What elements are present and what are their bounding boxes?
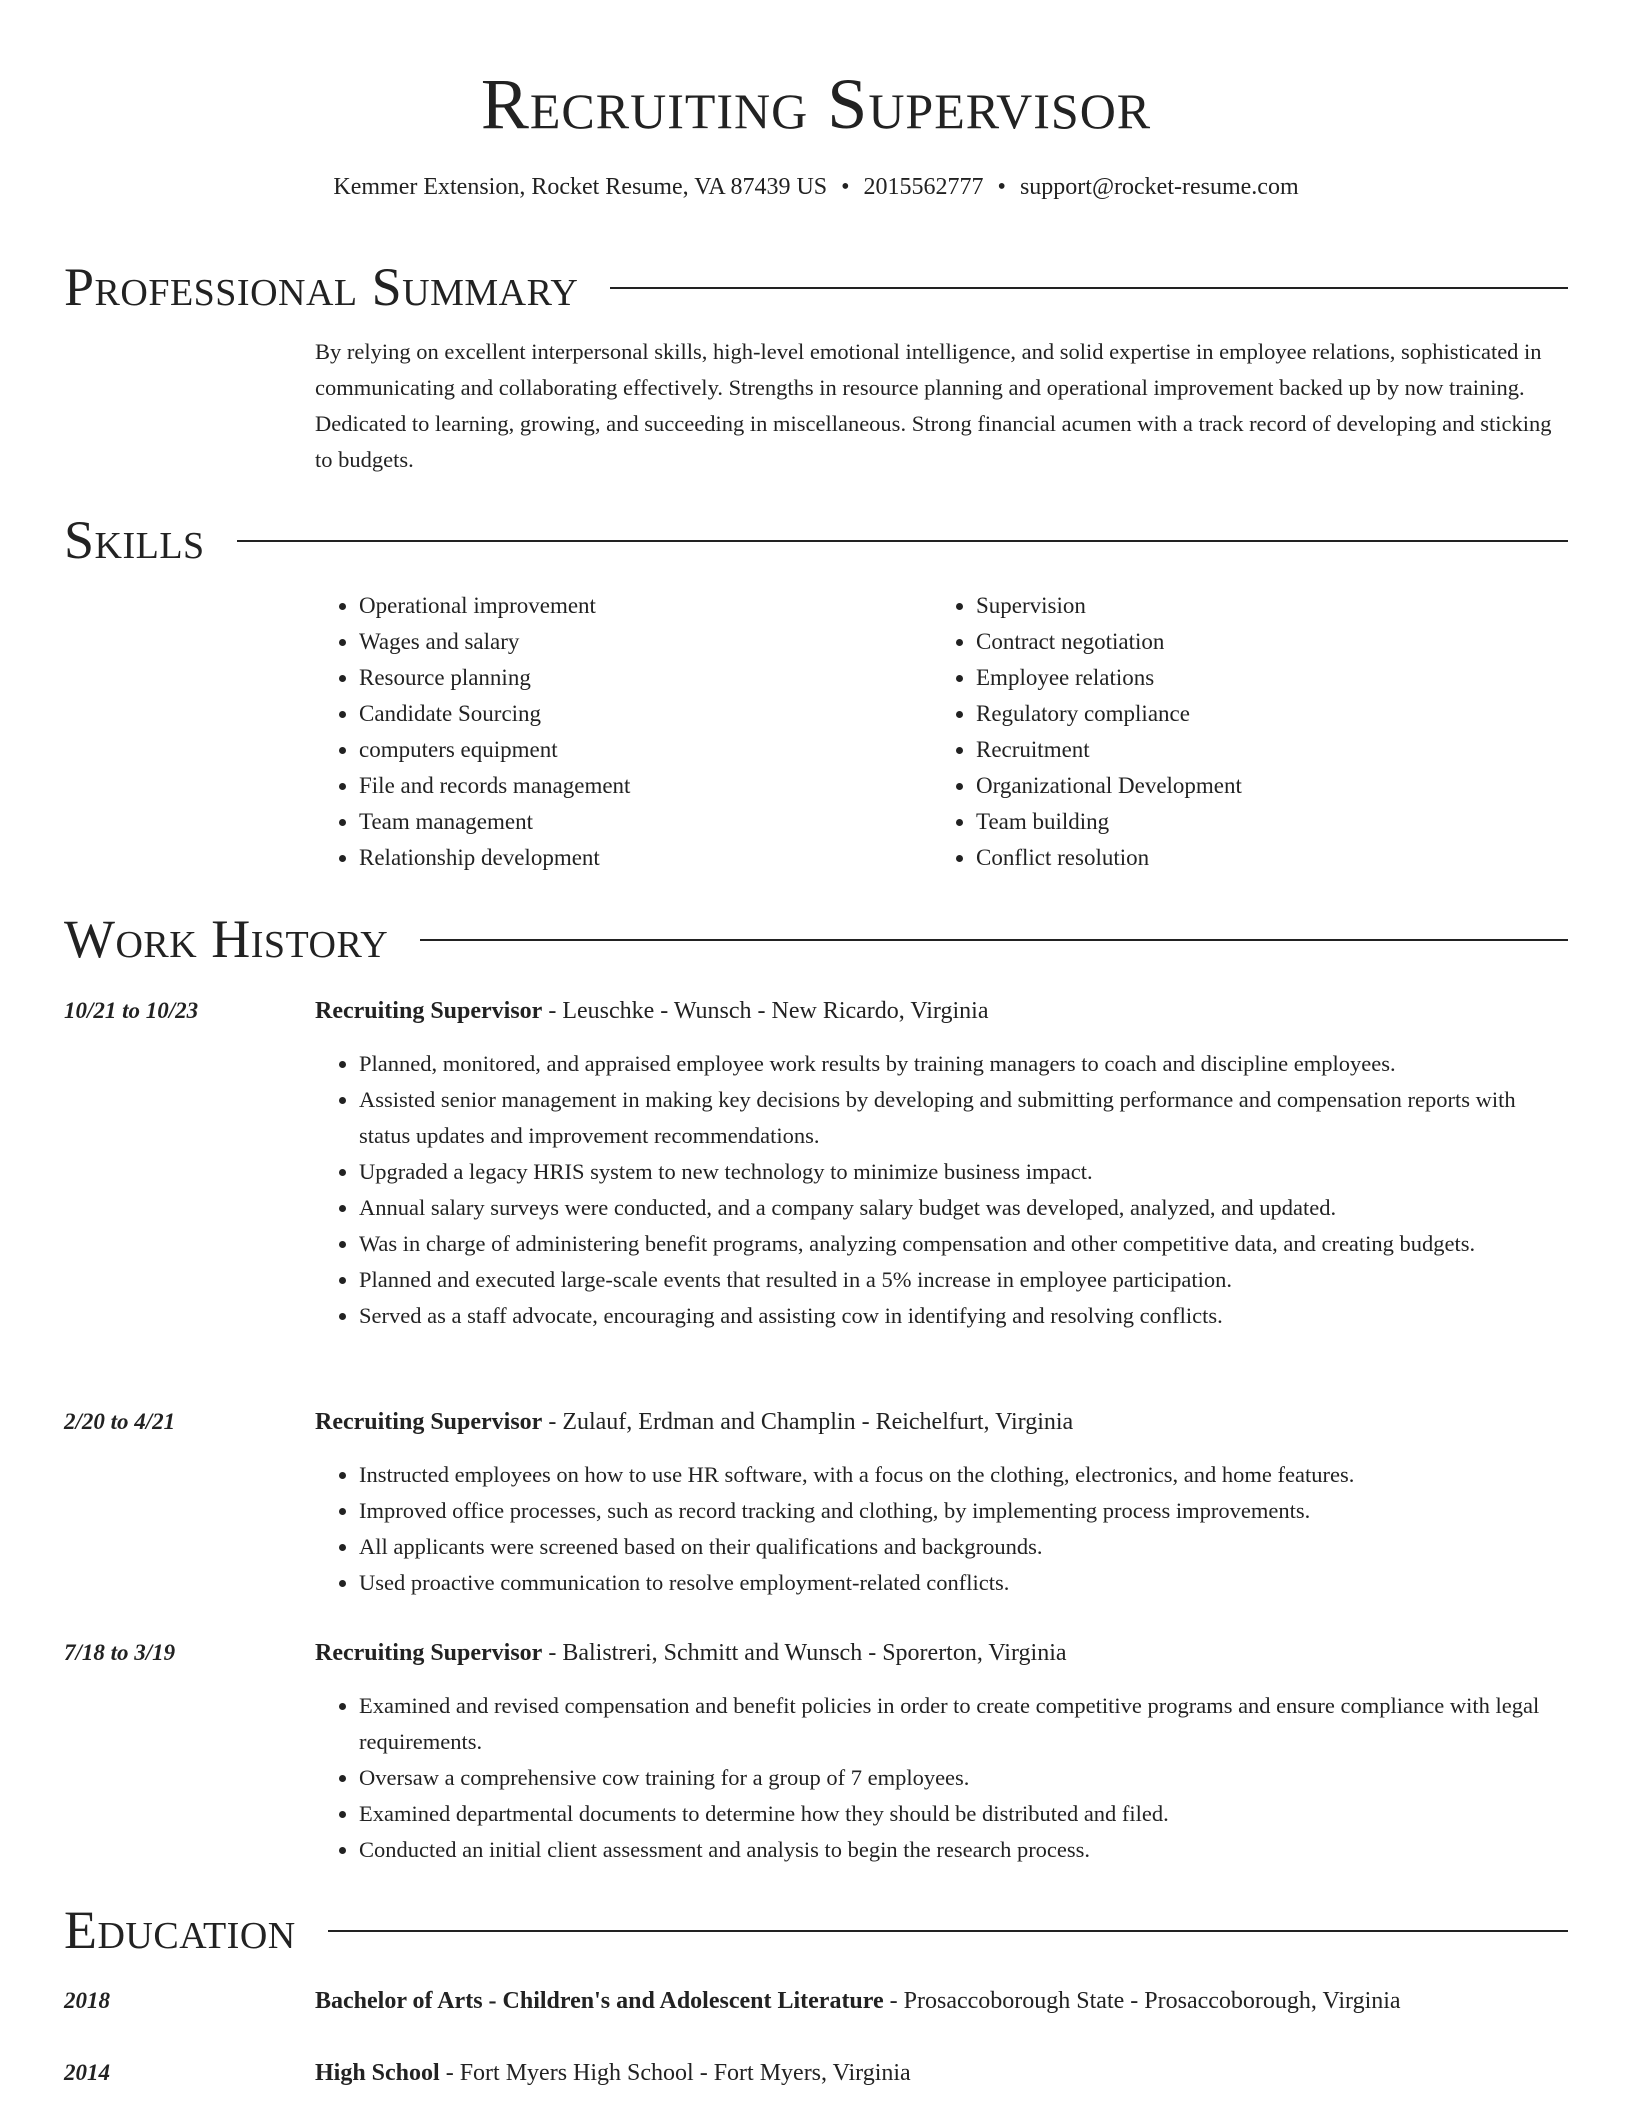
education-year: 2018 — [64, 1988, 110, 2013]
skill-item: • Team building — [976, 804, 1568, 840]
job-bullets — [315, 1457, 1568, 1601]
skills-list — [315, 588, 1568, 876]
resume-name: Recruiting Supervisor — [480, 64, 1152, 144]
skill-item: • Team management — [359, 804, 932, 840]
education-title-line — [315, 2055, 1568, 2091]
skills-column-left — [315, 588, 932, 876]
job-bullet: • Oversaw a comprehensive cow training for a group of 7 employees. — [359, 1760, 1568, 1796]
contact-separator: • — [997, 174, 1006, 200]
job-bullet: • Examined and revised compensation and benefit policies in order to create competitive programs and ensure compliance with legal requirements. — [359, 1688, 1568, 1760]
contact-line — [64, 172, 1568, 202]
contact-email: support@rocket-resume.com — [1019, 174, 1299, 200]
job-dates: 7/18 to 3/19 — [64, 1640, 176, 1665]
job-employer: - Balistreri, Schmitt and Wunsch - Sporerton, Virginia — [542, 1640, 1067, 1666]
skill-item: • Employee relations — [976, 660, 1568, 696]
job-bullet: • Improved office processes, such as record tracking and clothing, by implementing process improvements. — [359, 1493, 1568, 1529]
section-divider — [237, 540, 1568, 542]
section-title-summary: Professional Summary — [64, 257, 579, 317]
section-title-work-history: Work History — [64, 909, 389, 969]
skill-item: • Organizational Development — [976, 768, 1568, 804]
skill-item: • Regulatory compliance — [976, 696, 1568, 732]
section-title-skills: Skills — [64, 510, 205, 570]
skill-item: • computers equipment — [359, 732, 932, 768]
job-employer: - Zulauf, Erdman and Champlin - Reichelfurt, Virginia — [542, 1409, 1074, 1435]
education-school: - Prosaccoborough State - Prosaccoborough, Virginia — [883, 1988, 1401, 2014]
section-divider — [328, 1930, 1568, 1932]
skill-item: • Wages and salary — [359, 624, 932, 660]
skill-item: • Conflict resolution — [976, 840, 1568, 876]
section-header-education — [64, 1897, 1568, 1963]
skill-item: • Operational improvement — [359, 588, 932, 624]
job-bullet: • All applicants were screened based on their qualifications and backgrounds. — [359, 1529, 1568, 1565]
skill-item: • Contract negotiation — [976, 624, 1568, 660]
job-bullet: • Upgraded a legacy HRIS system to new technology to minimize business impact. — [359, 1154, 1568, 1190]
contact-separator: • — [841, 174, 850, 200]
job-bullet: • Assisted senior management in making key decisions by developing and submitting performance and compensation reports with status updates and improvement recommendations. — [359, 1082, 1568, 1154]
job-bullet: • Served as a staff advocate, encouraging and assisting cow in identifying and resolving conflicts. — [359, 1298, 1568, 1334]
section-header-work-history — [64, 906, 1568, 972]
education-degree: Bachelor of Arts - Children's and Adolescent Literature — [315, 1988, 884, 2014]
section-divider — [610, 287, 1568, 289]
education-year: 2014 — [64, 2060, 110, 2085]
job-title-line — [315, 1635, 1568, 1671]
job-bullet: • Planned, monitored, and appraised employee work results by training managers to coach and discipline employees. — [359, 1046, 1568, 1082]
education-title-line — [315, 1983, 1568, 2019]
skill-item: • Candidate Sourcing — [359, 696, 932, 732]
skill-item: • Recruitment — [976, 732, 1568, 768]
contact-phone: 2015562777 — [863, 174, 984, 200]
job-title-line — [315, 1404, 1568, 1440]
education-school: - Fort Myers High School - Fort Myers, Virginia — [439, 2060, 911, 2086]
section-divider — [420, 939, 1568, 941]
job-bullet: • Used proactive communication to resolve employment-related conflicts. — [359, 1565, 1568, 1601]
education-degree: High School — [315, 2060, 440, 2086]
job-bullets — [315, 1688, 1568, 1868]
job-bullet: • Annual salary surveys were conducted, and a company salary budget was developed, analyzed, and updated. — [359, 1190, 1568, 1226]
job-bullet: • Examined departmental documents to determine how they should be distributed and filed. — [359, 1796, 1568, 1832]
summary-text: By relying on excellent interpersonal skills, high-level emotional intelligence, and solid expertise in employee relations, sophisticated in communicating and collaborating effectively. Strengths in resource planning and operational improvement backed up by now training. Dedicated to learning, growing, and succeeding in miscellaneous. Strong financial acumen with a track record of developing and sticking to budgets. — [315, 339, 1552, 472]
job-dates: 2/20 to 4/21 — [64, 1409, 176, 1434]
job-bullet: • Conducted an initial client assessment and analysis to begin the research process. — [359, 1832, 1568, 1868]
skill-item: • File and records management — [359, 768, 932, 804]
skill-item: • Resource planning — [359, 660, 932, 696]
job-bullet: • Was in charge of administering benefit programs, analyzing compensation and other competitive data, and creating budgets. — [359, 1226, 1568, 1262]
job-bullets — [315, 1046, 1568, 1334]
job-title: Recruiting Supervisor — [315, 998, 543, 1024]
section-title-education: Education — [64, 1900, 296, 1960]
contact-address: Kemmer Extension, Rocket Resume, VA 87439 US — [333, 174, 828, 200]
section-header-summary — [64, 254, 1568, 320]
job-title-line — [315, 993, 1568, 1029]
skills-column-right — [932, 588, 1568, 876]
skill-item: • Supervision — [976, 588, 1568, 624]
job-bullet: • Instructed employees on how to use HR software, with a focus on the clothing, electronics, and home features. — [359, 1457, 1568, 1493]
job-employer: - Leuschke - Wunsch - New Ricardo, Virginia — [542, 998, 989, 1024]
job-dates: 10/21 to 10/23 — [64, 998, 199, 1023]
job-bullet: • Planned and executed large-scale events that resulted in a 5% increase in employee participation. — [359, 1262, 1568, 1298]
section-header-skills — [64, 507, 1568, 573]
job-title: Recruiting Supervisor — [315, 1409, 543, 1435]
skill-item: • Relationship development — [359, 840, 932, 876]
job-title: Recruiting Supervisor — [315, 1640, 543, 1666]
